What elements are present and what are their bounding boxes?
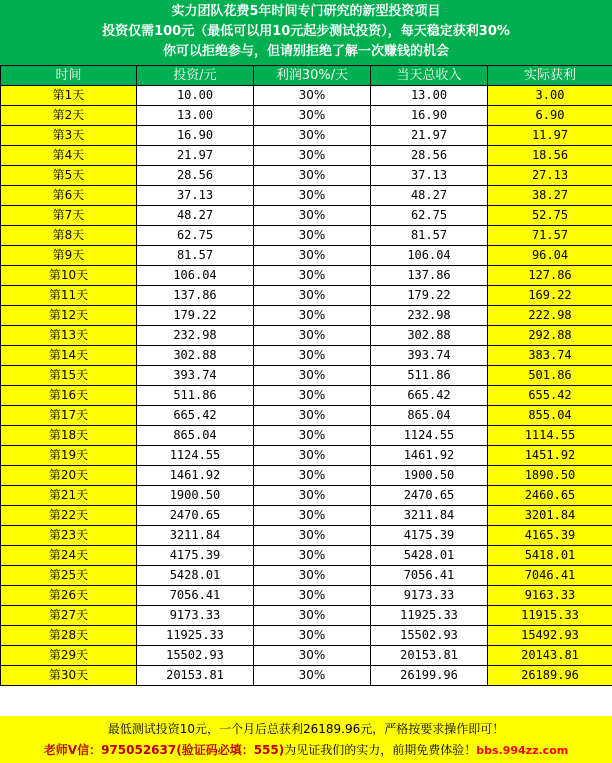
rate-cell: 30% [254, 606, 371, 626]
invest-cell: 15502.93 [137, 646, 254, 666]
income-cell: 7056.41 [371, 566, 488, 586]
rate-cell: 30% [254, 526, 371, 546]
profit-cell: 38.27 [488, 186, 612, 206]
invest-cell: 81.57 [137, 246, 254, 266]
table-row [1, 186, 612, 206]
invest-cell: 2470.65 [137, 506, 254, 526]
profit-cell: 501.86 [488, 366, 612, 386]
table-row [1, 566, 612, 586]
rate-cell: 30% [254, 186, 371, 206]
rate-cell: 30% [254, 366, 371, 386]
col-header-invest: 投资/元 [137, 66, 254, 86]
invest-cell: 7056.41 [137, 586, 254, 606]
rate-cell: 30% [254, 646, 371, 666]
rate-cell: 30% [254, 346, 371, 366]
day-cell: 第17天 [1, 406, 137, 426]
table-row [1, 326, 612, 346]
invest-cell: 21.97 [137, 146, 254, 166]
table-row [1, 666, 612, 686]
invest-cell: 48.27 [137, 206, 254, 226]
day-cell: 第5天 [1, 166, 137, 186]
rate-cell: 30% [254, 286, 371, 306]
invest-cell: 5428.01 [137, 566, 254, 586]
profit-cell: 1114.55 [488, 426, 612, 446]
rate-cell: 30% [254, 226, 371, 246]
table-row [1, 366, 612, 386]
footer-line-1: 最低测试投资10元，一个月后总获利26189.96元，严格按要求操作即可！ [107, 722, 505, 736]
table-row [1, 246, 612, 266]
income-cell: 302.88 [371, 326, 488, 346]
day-cell: 第21天 [1, 486, 137, 506]
table-row [1, 526, 612, 546]
day-cell: 第12天 [1, 306, 137, 326]
table-row [1, 506, 612, 526]
rate-cell: 30% [254, 86, 371, 106]
flyer-header [0, 0, 612, 65]
table-row [1, 386, 612, 406]
invest-cell: 106.04 [137, 266, 254, 286]
table-row [1, 426, 612, 446]
profit-cell: 1890.50 [488, 466, 612, 486]
table-row [1, 346, 612, 366]
profit-cell: 3201.84 [488, 506, 612, 526]
contact-text: 老师V信：975052637(验证码必填：555) [43, 743, 285, 757]
income-cell: 106.04 [371, 246, 488, 266]
day-cell: 第23天 [1, 526, 137, 546]
invest-cell: 232.98 [137, 326, 254, 346]
invest-cell: 16.90 [137, 126, 254, 146]
profit-cell: 169.22 [488, 286, 612, 306]
profit-cell: 5418.01 [488, 546, 612, 566]
profit-cell: 3.00 [488, 86, 612, 106]
rate-cell: 30% [254, 546, 371, 566]
profit-cell: 6.90 [488, 106, 612, 126]
profit-cell: 4165.39 [488, 526, 612, 546]
rate-cell: 30% [254, 166, 371, 186]
day-cell: 第25天 [1, 566, 137, 586]
footer-line-2 [0, 740, 612, 761]
col-header-income: 当天总收入 [371, 66, 488, 86]
profit-cell: 15492.93 [488, 626, 612, 646]
invest-cell: 302.88 [137, 346, 254, 366]
col-header-profit: 实际获利 [488, 66, 612, 86]
profit-cell: 26189.96 [488, 666, 612, 686]
day-cell: 第14天 [1, 346, 137, 366]
income-cell: 16.90 [371, 106, 488, 126]
income-cell: 665.42 [371, 386, 488, 406]
invest-cell: 3211.84 [137, 526, 254, 546]
invest-cell: 1900.50 [137, 486, 254, 506]
header-line-2: 投资仅需100元（最低可以用10元起步测试投资），每天稳定获利30% [102, 24, 510, 39]
day-cell: 第30天 [1, 666, 137, 686]
profit-cell: 27.13 [488, 166, 612, 186]
income-cell: 48.27 [371, 186, 488, 206]
profit-cell: 855.04 [488, 406, 612, 426]
table-row [1, 206, 612, 226]
day-cell: 第7天 [1, 206, 137, 226]
income-cell: 3211.84 [371, 506, 488, 526]
rate-cell: 30% [254, 426, 371, 446]
day-cell: 第2天 [1, 106, 137, 126]
day-cell: 第3天 [1, 126, 137, 146]
rate-cell: 30% [254, 146, 371, 166]
income-cell: 1900.50 [371, 466, 488, 486]
income-cell: 179.22 [371, 286, 488, 306]
table-row [1, 106, 612, 126]
rate-cell: 30% [254, 446, 371, 466]
day-cell: 第6天 [1, 186, 137, 206]
rate-cell: 30% [254, 666, 371, 686]
income-cell: 232.98 [371, 306, 488, 326]
profit-cell: 96.04 [488, 246, 612, 266]
profit-cell: 1451.92 [488, 446, 612, 466]
rate-cell: 30% [254, 326, 371, 346]
table-row [1, 126, 612, 146]
invest-cell: 1124.55 [137, 446, 254, 466]
profit-cell: 20143.81 [488, 646, 612, 666]
rate-cell: 30% [254, 406, 371, 426]
invest-cell: 10.00 [137, 86, 254, 106]
income-cell: 137.86 [371, 266, 488, 286]
day-cell: 第24天 [1, 546, 137, 566]
flyer-footer [0, 716, 612, 763]
watermark: bbs.994zz.com [476, 744, 569, 757]
income-cell: 5428.01 [371, 546, 488, 566]
day-cell: 第26天 [1, 586, 137, 606]
table-header-row [1, 66, 612, 86]
day-cell: 第18天 [1, 426, 137, 446]
rate-cell: 30% [254, 106, 371, 126]
day-cell: 第28天 [1, 626, 137, 646]
invest-cell: 865.04 [137, 426, 254, 446]
profit-cell: 292.88 [488, 326, 612, 346]
table-row [1, 286, 612, 306]
rate-cell: 30% [254, 626, 371, 646]
header-line-3: 你可以拒绝参与，但请别拒绝了解一次赚钱的机会 [162, 44, 449, 59]
table-row [1, 546, 612, 566]
rate-cell: 30% [254, 506, 371, 526]
invest-cell: 4175.39 [137, 546, 254, 566]
profit-cell: 11.97 [488, 126, 612, 146]
income-cell: 1124.55 [371, 426, 488, 446]
profit-table [0, 65, 612, 686]
invest-cell: 137.86 [137, 286, 254, 306]
day-cell: 第19天 [1, 446, 137, 466]
income-cell: 2470.65 [371, 486, 488, 506]
income-cell: 393.74 [371, 346, 488, 366]
invest-cell: 1461.92 [137, 466, 254, 486]
profit-cell: 52.75 [488, 206, 612, 226]
invest-cell: 511.86 [137, 386, 254, 406]
invest-cell: 62.75 [137, 226, 254, 246]
income-cell: 9173.33 [371, 586, 488, 606]
profit-cell: 7046.41 [488, 566, 612, 586]
day-cell: 第11天 [1, 286, 137, 306]
table-row [1, 466, 612, 486]
profit-cell: 222.98 [488, 306, 612, 326]
table-row [1, 306, 612, 326]
invest-cell: 11925.33 [137, 626, 254, 646]
income-cell: 11925.33 [371, 606, 488, 626]
income-cell: 26199.96 [371, 666, 488, 686]
table-row [1, 586, 612, 606]
table-row [1, 606, 612, 626]
day-cell: 第29天 [1, 646, 137, 666]
rate-cell: 30% [254, 566, 371, 586]
rate-cell: 30% [254, 386, 371, 406]
invest-cell: 179.22 [137, 306, 254, 326]
profit-cell: 9163.33 [488, 586, 612, 606]
table-row [1, 166, 612, 186]
day-cell: 第20天 [1, 466, 137, 486]
table-row [1, 646, 612, 666]
rate-cell: 30% [254, 466, 371, 486]
table-row [1, 406, 612, 426]
income-cell: 28.56 [371, 146, 488, 166]
profit-cell: 71.57 [488, 226, 612, 246]
day-cell: 第4天 [1, 146, 137, 166]
invest-cell: 28.56 [137, 166, 254, 186]
rate-cell: 30% [254, 266, 371, 286]
table-row [1, 146, 612, 166]
invest-cell: 20153.81 [137, 666, 254, 686]
table-row [1, 486, 612, 506]
income-cell: 15502.93 [371, 626, 488, 646]
day-cell: 第9天 [1, 246, 137, 266]
day-cell: 第22天 [1, 506, 137, 526]
invest-cell: 9173.33 [137, 606, 254, 626]
profit-cell: 655.42 [488, 386, 612, 406]
day-cell: 第8天 [1, 226, 137, 246]
rate-cell: 30% [254, 126, 371, 146]
income-cell: 865.04 [371, 406, 488, 426]
income-cell: 511.86 [371, 366, 488, 386]
invest-cell: 393.74 [137, 366, 254, 386]
income-cell: 13.00 [371, 86, 488, 106]
rate-cell: 30% [254, 246, 371, 266]
invest-cell: 665.42 [137, 406, 254, 426]
table-row [1, 226, 612, 246]
day-cell: 第15天 [1, 366, 137, 386]
rate-cell: 30% [254, 486, 371, 506]
profit-cell: 11915.33 [488, 606, 612, 626]
income-cell: 20153.81 [371, 646, 488, 666]
profit-cell: 18.56 [488, 146, 612, 166]
rate-cell: 30% [254, 586, 371, 606]
income-cell: 21.97 [371, 126, 488, 146]
col-header-day: 时间 [1, 66, 137, 86]
income-cell: 37.13 [371, 166, 488, 186]
income-cell: 81.57 [371, 226, 488, 246]
invest-cell: 13.00 [137, 106, 254, 126]
day-cell: 第16天 [1, 386, 137, 406]
rate-cell: 30% [254, 306, 371, 326]
day-cell: 第13天 [1, 326, 137, 346]
income-cell: 4175.39 [371, 526, 488, 546]
table-row [1, 626, 612, 646]
table-row [1, 446, 612, 466]
day-cell: 第27天 [1, 606, 137, 626]
day-cell: 第1天 [1, 86, 137, 106]
table-row [1, 266, 612, 286]
col-header-rate: 利润30%/天 [254, 66, 371, 86]
income-cell: 62.75 [371, 206, 488, 226]
profit-cell: 383.74 [488, 346, 612, 366]
table-body [1, 86, 612, 686]
income-cell: 1461.92 [371, 446, 488, 466]
profit-cell: 2460.65 [488, 486, 612, 506]
table-row [1, 86, 612, 106]
profit-cell: 127.86 [488, 266, 612, 286]
header-line-1: 实力团队花费5年时间专门研究的新型投资项目 [171, 4, 441, 19]
rate-cell: 30% [254, 206, 371, 226]
footer-line-2-rest: 为见证我们的实力，前期免费体验！ [284, 743, 477, 757]
invest-cell: 37.13 [137, 186, 254, 206]
day-cell: 第10天 [1, 266, 137, 286]
